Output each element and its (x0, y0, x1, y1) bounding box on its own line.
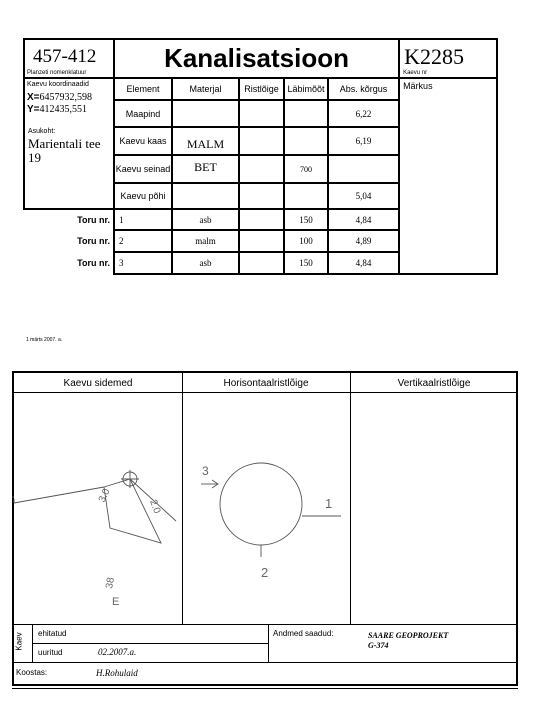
y-coordinate (25, 103, 113, 115)
col-header-element: Element (114, 78, 172, 100)
element-cell: Kaevu põhi (114, 183, 172, 209)
page-bottom-rule (12, 688, 518, 689)
elevation-cell: 6,19 (328, 127, 399, 155)
y-value: 412435,551 (39, 104, 88, 115)
well-number-cell (399, 39, 497, 78)
tie-measure-a: 3.0 (96, 487, 113, 505)
footer-top-line (14, 624, 516, 625)
cross-cell (239, 183, 284, 209)
pipe-material: asb (172, 209, 239, 230)
material-cell: BET (172, 155, 239, 183)
data-source-label: Andmed saadud: (273, 629, 334, 638)
pipe-label: Toru nr. (24, 230, 114, 252)
pipe-diameter: 150 (284, 252, 328, 274)
built-label: ehitatud (38, 629, 67, 638)
remarks-cell (399, 78, 497, 274)
col-header-material: Materjal (172, 78, 239, 100)
y-label: Y= (27, 104, 40, 115)
cross-cell (239, 155, 284, 183)
col-header-remarks: Märkus (403, 81, 433, 91)
horizontal-section-sketch (181, 391, 349, 621)
elevation-cell (328, 155, 399, 183)
tie-note-mark: E (112, 596, 120, 608)
header-horizontal-section: Horisontaalristlõige (223, 378, 309, 389)
pipe-diameter: 100 (284, 230, 328, 252)
pipe-number: 1 (114, 209, 172, 230)
nomenclature-number: 457-412 (33, 46, 97, 67)
footer-side-divider (32, 624, 33, 662)
footer-bottom-line (14, 662, 516, 663)
pipe-1-label: 1 (325, 496, 333, 511)
diameter-cell: 700 (284, 155, 328, 183)
header-vertical-section: Vertikaalristlõige (397, 378, 471, 389)
footer-center-divider (268, 624, 269, 662)
well-ties-sketch (12, 391, 180, 621)
pipe-diameter: 150 (284, 209, 328, 230)
pipe-cross (239, 209, 284, 230)
location-value: Marientali tee 19 (28, 136, 101, 165)
coords-cell (24, 78, 114, 209)
ties-road-outline (14, 487, 104, 503)
location-label: Asukoht: (28, 128, 56, 135)
compiled-label: Koostas: (16, 668, 48, 677)
pipe-label: Toru nr. (24, 209, 114, 230)
header-well-ties: Kaevu sidemed (63, 378, 133, 389)
well-number-label: Kaevu nr (403, 70, 428, 76)
pipe-label: Toru nr. (24, 252, 114, 274)
cross-cell (239, 127, 284, 155)
elevation-cell: 5,04 (328, 183, 399, 209)
material-cell (172, 183, 239, 209)
cross-cell (239, 100, 284, 127)
pipe-3-label: 3 (202, 464, 209, 478)
pipe-number: 2 (114, 230, 172, 252)
nomenclature-label: Planzeti nomenklatuur (27, 70, 87, 76)
footer-side-label: Kaev (14, 632, 24, 651)
nomenclature-cell (24, 39, 114, 78)
pipe-cross (239, 230, 284, 252)
date-note: 1 märts 2007. a. (26, 337, 63, 343)
pipe-elevation: 4,84 (328, 209, 399, 230)
col-header-elevation: Abs. kõrgus (328, 78, 399, 100)
column-divider-2 (350, 373, 351, 624)
pipe-elevation: 4,89 (328, 230, 399, 252)
surveyed-label: uuritud (38, 648, 63, 657)
tie-note: 38 (104, 576, 117, 590)
title-cell (114, 39, 399, 78)
x-label: X= (27, 92, 40, 103)
col-header-cross-section: Ristlõige (239, 78, 284, 100)
pipe-cross (239, 252, 284, 274)
coords-label: Kaevu koordinaadid (27, 81, 89, 88)
footer-mid-line (32, 643, 268, 644)
pipe-material: malm (172, 230, 239, 252)
pipe-number: 3 (114, 252, 172, 274)
x-coordinate (25, 88, 113, 103)
diameter-cell (284, 127, 328, 155)
compiled-value: H.Rohulaid (96, 668, 138, 678)
pipe-material: asb (172, 252, 239, 274)
tie-measure-b: 2.0 (147, 498, 163, 516)
diameter-cell (284, 183, 328, 209)
col-header-diameter: Läbimõõt (284, 78, 328, 100)
data-source-code: G-374 (368, 641, 389, 650)
x-value: 6457932,598 (39, 92, 93, 103)
well-number: K2285 (404, 44, 464, 69)
material-cell: MALM (172, 127, 239, 155)
well-card-table (23, 38, 498, 275)
diameter-cell (284, 100, 328, 127)
well-cross-section-circle (220, 463, 302, 545)
data-source-company: SAARE GEOPROJEKT (368, 631, 449, 640)
element-cell: Kaevu kaas (114, 127, 172, 155)
surveyed-value: 02.2007.a. (98, 647, 137, 657)
pipe-2-label: 2 (261, 565, 269, 580)
elevation-cell: 6,22 (328, 100, 399, 127)
element-cell: Maapind (114, 100, 172, 127)
material-cell (172, 100, 239, 127)
pipe-elevation: 4,84 (328, 252, 399, 274)
element-cell: Kaevu seinad (114, 155, 172, 183)
page-title: Kanalisatsioon (164, 43, 349, 73)
